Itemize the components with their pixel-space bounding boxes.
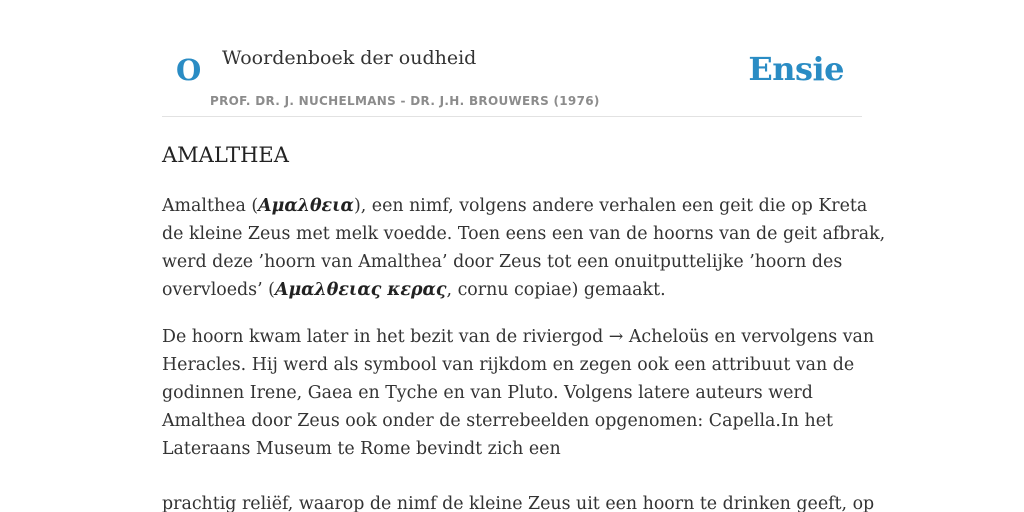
book-authors: PROF. DR. J. NUCHELMANS - DR. J.H. BROUWERS (1976)	[210, 94, 600, 108]
text-line: werd deze ’hoorn van Amalthea’ door Zeus tot een onuitputtelijke ’hoorn des	[162, 252, 843, 272]
text-line	[162, 192, 868, 220]
text-line: De hoorn kwam later in het bezit van de riviergod → Acheloüs en vervolgens van	[162, 327, 875, 347]
greek-term: Αμαλθειας κερας	[274, 280, 447, 300]
text-segment: overvloeds’ (	[162, 280, 275, 300]
text-line: prachtig reliëf, waarop de nimf de kleine Zeus uit een hoorn te drinken geeft, op	[162, 494, 875, 512]
text-line	[162, 276, 862, 304]
paragraph-2	[162, 323, 875, 463]
text-line: godinnen Irene, Gaea en Tyche en van Pluto. Volgens latere auteurs werd	[162, 383, 813, 403]
text-line: de kleine Zeus met melk voedde. Toen eens een van de hoorns van de geit afbrak,	[162, 224, 886, 244]
greek-term: Αμαλθεια	[258, 196, 354, 216]
brand-logo[interactable]: Ensie	[748, 50, 844, 88]
paragraph-1	[162, 192, 886, 304]
text-segment: Amalthea (	[162, 196, 259, 216]
site-header	[162, 0, 862, 117]
text-line: Heracles. Hij werd als symbool van rijkdom en zegen ook een attribuut van de	[162, 355, 855, 375]
paragraph-3	[162, 490, 875, 512]
index-letter[interactable]: O	[176, 53, 202, 87]
text-segment: ), een nimf, volgens andere verhalen een geit die op Kreta	[353, 196, 868, 216]
paragraph-spacer	[162, 463, 862, 490]
book-title[interactable]: Woordenboek der oudheid	[222, 47, 477, 69]
paragraph-spacer	[162, 304, 862, 323]
text-line: Lateraans Museum te Rome bevindt zich een	[162, 439, 561, 459]
entry-headword: AMALTHEA	[162, 143, 289, 167]
text-line: Amalthea door Zeus ook onder de sterrebeelden opgenomen: Capella.In het	[162, 411, 834, 431]
text-segment: , cornu copiae) gemaakt.	[446, 280, 666, 300]
entry-article	[162, 192, 886, 512]
